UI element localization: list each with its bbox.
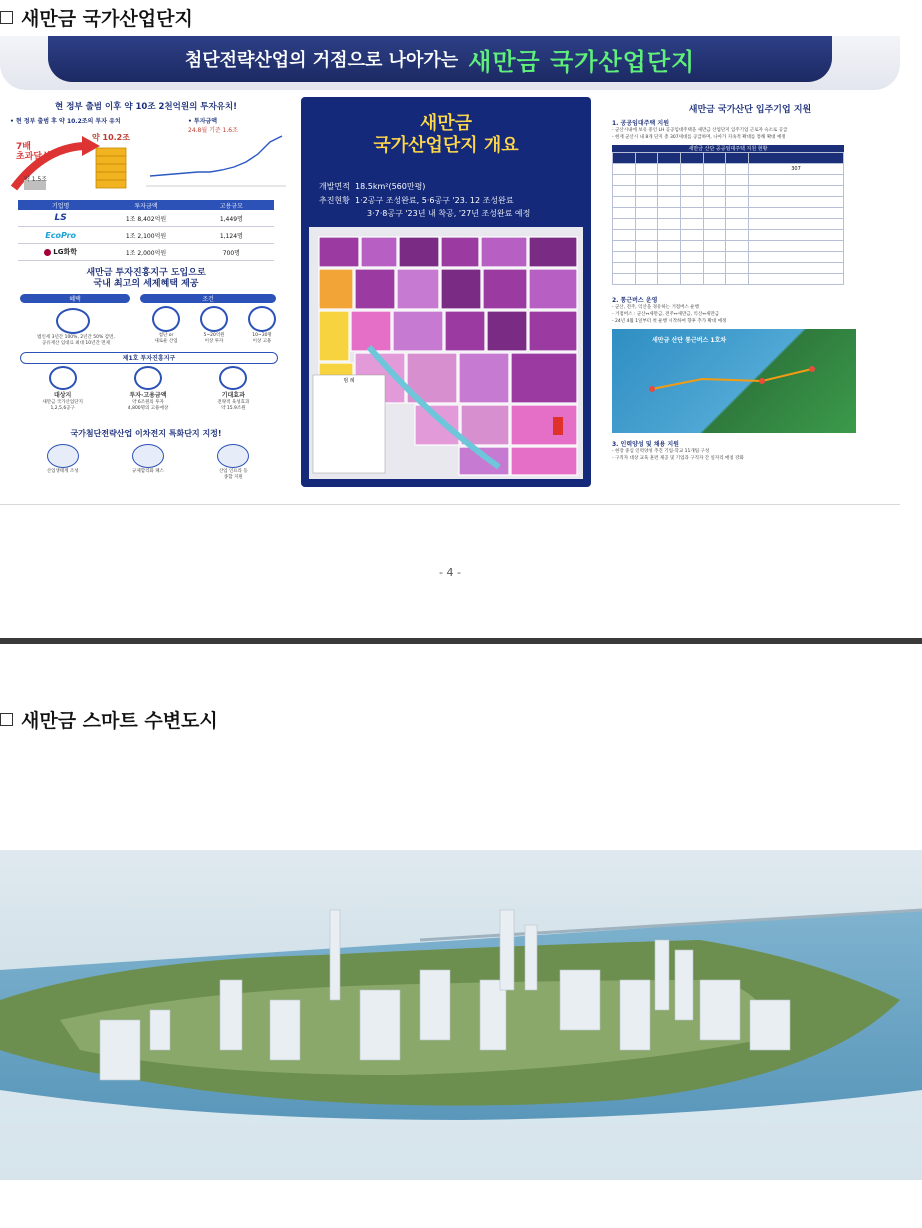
zone1-row	[20, 366, 276, 411]
investment-sub2-date: 24.8월 기준 1.6조	[188, 127, 238, 134]
area-label: 개발면적	[319, 182, 350, 191]
table-row	[18, 244, 274, 261]
bus-route-map	[612, 329, 856, 433]
housing-table-caption: 새만금 산단 공공임대주택 지원 현황	[612, 145, 844, 152]
company-ecopro: EcoPro	[45, 230, 77, 240]
page-number: - 4 -	[439, 566, 461, 579]
col-jobs: 고용규모	[219, 202, 243, 210]
investment-icon	[200, 306, 228, 332]
map-legend-title: 범 례	[343, 378, 355, 384]
page-separator	[0, 638, 922, 644]
condition-label: 5~20억원 이상 투자	[203, 333, 225, 344]
zone1-detail: 전략적 육성효과 약 15.9조원	[217, 400, 250, 411]
regulation-icon	[132, 444, 164, 468]
condition-label: 첨단 or 새로운 산업	[154, 333, 178, 344]
divider	[0, 504, 900, 505]
banner-emphasis-text: 새만금 국가산업단지	[468, 47, 696, 76]
specialized-row	[20, 444, 276, 480]
zone1-detail: 약 6조원의 투자 4,800명의 고용예상	[127, 400, 169, 411]
amount-cell: 1조 8,402억원	[125, 215, 167, 223]
employment-icon	[248, 306, 276, 332]
status-label: 추진현황	[319, 196, 350, 205]
banner	[0, 36, 900, 90]
growth-badge: 7배 초과달성	[16, 142, 51, 162]
workforce-line: - 구직자 대상 교육 훈련 제공 및 기업과 구직자 간 일자리 매칭 강화	[612, 456, 744, 461]
specialized-item: 규제합리화 패스	[132, 469, 164, 474]
before-label: 약 1.5조	[24, 176, 48, 183]
left-panel-investment	[0, 98, 292, 490]
zone1-label: 제1호 투자진흥지구	[20, 352, 278, 364]
zone-tab-conditions: 조건	[140, 294, 276, 303]
overview-title: 새만금 국가산업단지 개요	[373, 113, 519, 156]
amount-cell: 1조 2,000억원	[125, 249, 167, 257]
col-amount: 투자금액	[134, 202, 158, 210]
housing-total: 307	[749, 164, 844, 175]
smart-city-aerial-rendering	[0, 850, 922, 1180]
infrastructure-icon	[217, 444, 249, 468]
after-label: 약 10.2조	[92, 133, 130, 142]
company-lg-name: LG화학	[53, 248, 78, 256]
col-company: 기업명	[51, 202, 70, 210]
center-panel-overview	[301, 97, 591, 487]
jobs-cell: 1,124명	[219, 232, 243, 240]
zone1-item: 기대효과	[221, 392, 245, 399]
bus-route-line	[612, 329, 856, 433]
area-value: 18.5km²(560만평)	[355, 182, 426, 191]
zone1-item: 대상지	[53, 392, 72, 399]
condition-label: 10~30명 이상 고용	[252, 333, 272, 344]
section-title-industrial-complex	[0, 4, 193, 31]
jobs-cell: 700명	[222, 249, 240, 257]
amount-cell: 1조 2,100억원	[125, 232, 167, 240]
bus-line: - 거점버스 : 군산↔새만금, 전주↔새만금, 익산↔새만금	[612, 312, 720, 317]
checkbox-icon	[0, 11, 13, 24]
support-title: 새만금 국가산단 입주기업 지원	[688, 105, 812, 115]
zone-title: 새만금 투자진흥지구 도입으로 국내 최고의 세제혜택 제공	[86, 268, 206, 289]
status-line1: 1·2공구 조성완료, 5·6공구 '23. 12 조성완료	[355, 196, 514, 205]
status-line2: 3·7·8공구 '23년 내 착공, '27년 조성완료 예정	[367, 209, 531, 218]
investment-sub2: • 투자금액	[188, 118, 218, 125]
industry-icon	[152, 306, 180, 332]
conditions-row	[146, 306, 282, 344]
workforce-line: - 현장 중심 인력양성 추진 기업-학교 11개팀 구성	[612, 449, 710, 454]
benefit-text: 법인세 3년간 100%, 2년간 50% 감면, 공유재산 임대료 최대 10년간 면제	[37, 335, 115, 346]
housing-line: - 군산시내에 보유 중인 LH 공공임대주택을 새만금 산업단지 입주기업 근로자 숙소로 공급	[612, 128, 788, 133]
support-heading-workforce: 3. 인력양성 및 채용 지원	[612, 441, 679, 448]
housing-table	[612, 152, 844, 285]
support-heading-housing: 1. 공공임대주택 지원	[612, 120, 670, 127]
specialized-item: 산업 인프라 등 종합 지원	[218, 469, 248, 480]
table-row	[18, 227, 274, 244]
specialized-item: 산업생태계 조성	[46, 469, 79, 474]
bus-caption: 새만금 산단 통근버스 1호차	[652, 337, 727, 344]
jobs-cell: 1,449명	[219, 215, 243, 223]
banner-lead-text: 첨단전략산업의 거점으로 나아가는	[184, 50, 459, 71]
lightbulb-icon	[219, 366, 247, 390]
zone1-item: 투자·고용금액	[129, 392, 167, 399]
investment-sub1: • 현 정부 출범 후 약 10.2조의 투자 유치	[10, 118, 121, 125]
housing-line: - 현재 군산시 내 8개 단지 총 307세대를 공급하며, 나아가 지속적 확대를 통해 확대 예정	[612, 135, 786, 140]
lg-logo-icon	[44, 249, 51, 256]
bus-line: - 24년 4월 1일부터 첫 운행 시작하여 향후 추가 확대 예정	[612, 319, 727, 324]
right-panel-support	[612, 118, 858, 462]
checkbox-icon	[0, 713, 13, 726]
companies-table	[18, 200, 274, 261]
support-heading-bus: 2. 통근버스 운영	[612, 297, 658, 304]
company-ls: LS	[54, 213, 67, 223]
zone-tab-benefit: 혜택	[20, 294, 130, 303]
section-title-text: 새만금 국가산업단지	[21, 8, 193, 30]
benefit-icon	[56, 308, 90, 334]
handshake-icon	[134, 366, 162, 390]
map-legend-box	[313, 375, 385, 473]
table-row	[18, 210, 274, 227]
investment-headline: 현 정부 출범 이후 약 10조 2천억원의 투자유치!	[55, 102, 237, 112]
section-title-smart-city	[0, 706, 218, 733]
specialized-complex-title: 국가첨단전략산업 이차전지 특화단지 지정!	[70, 429, 222, 438]
land-use-map	[309, 227, 583, 479]
location-icon	[49, 366, 77, 390]
company-lg	[18, 247, 103, 257]
bus-line: - 군산, 전주, 익산을 경유하는 거점버스 운행	[612, 305, 699, 310]
investment-trend-line	[146, 132, 286, 194]
section-title-text: 새만금 스마트 수변도시	[21, 710, 218, 732]
zone1-detail: 새만금 국가산업단지 1,2,5,6공구	[42, 400, 83, 411]
ecosystem-icon	[47, 444, 79, 468]
